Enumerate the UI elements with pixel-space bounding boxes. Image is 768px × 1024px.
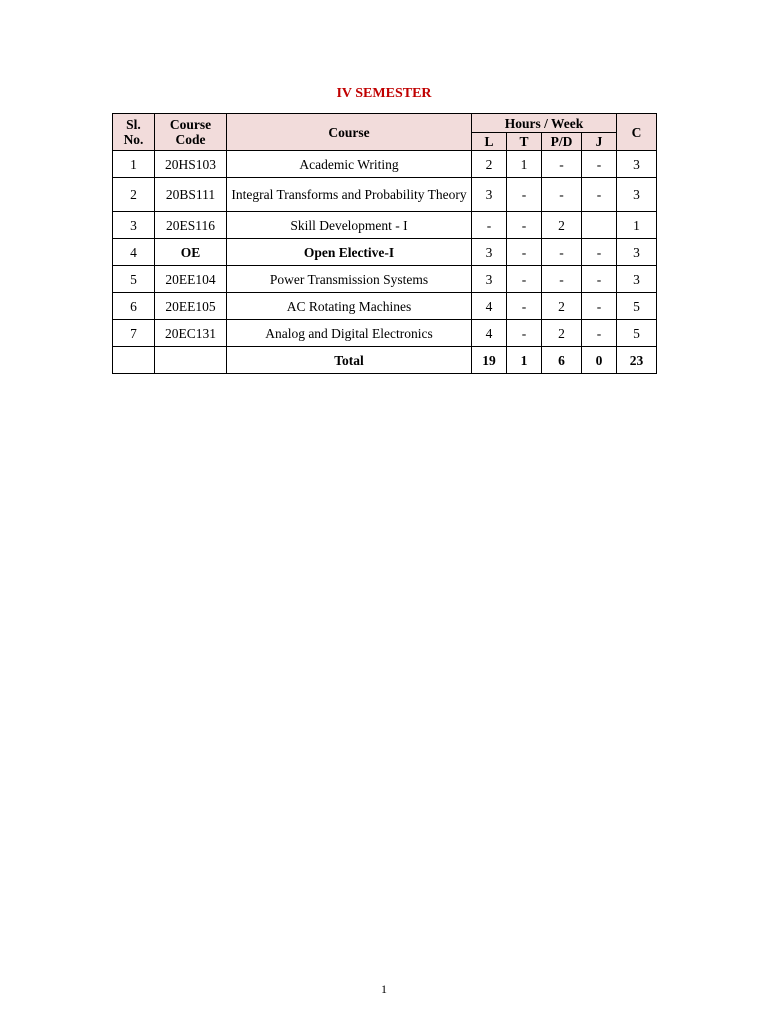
total-empty-cell <box>113 347 155 374</box>
cell-c: 3 <box>617 239 657 266</box>
cell-l: 3 <box>472 266 507 293</box>
header-sl: Sl. No. <box>113 114 155 151</box>
cell-course: Skill Development - I <box>227 212 472 239</box>
cell-code: 20HS103 <box>155 151 227 178</box>
cell-l: 3 <box>472 178 507 212</box>
cell-code: 20BS111 <box>155 178 227 212</box>
cell-code: 20EC131 <box>155 320 227 347</box>
table-row <box>113 178 657 212</box>
cell-l: 2 <box>472 151 507 178</box>
total-pd: 6 <box>542 347 582 374</box>
cell-pd: 2 <box>542 293 582 320</box>
cell-pd: 2 <box>542 320 582 347</box>
cell-c: 3 <box>617 266 657 293</box>
header-credits: C <box>617 114 657 151</box>
semester-title: IV SEMESTER <box>336 86 432 101</box>
cell-t: - <box>507 212 542 239</box>
cell-t: - <box>507 266 542 293</box>
cell-c: 3 <box>617 151 657 178</box>
total-row <box>113 347 657 374</box>
cell-j: - <box>582 293 617 320</box>
cell-c: 3 <box>617 178 657 212</box>
total-label: Total <box>227 347 472 374</box>
cell-j: - <box>582 151 617 178</box>
table-row <box>113 320 657 347</box>
table-row <box>113 293 657 320</box>
cell-code: OE <box>155 239 227 266</box>
header-course-code: Course Code <box>155 114 227 151</box>
cell-sl: 1 <box>113 151 155 178</box>
cell-l: 4 <box>472 293 507 320</box>
cell-t: - <box>507 239 542 266</box>
cell-pd: 2 <box>542 212 582 239</box>
cell-sl: 4 <box>113 239 155 266</box>
cell-sl: 5 <box>113 266 155 293</box>
cell-course: AC Rotating Machines <box>227 293 472 320</box>
course-table <box>112 113 657 374</box>
header-j: J <box>582 133 617 151</box>
cell-course: Academic Writing <box>227 151 472 178</box>
header-hours-week: Hours / Week <box>472 114 617 133</box>
table-row <box>113 212 657 239</box>
table-row <box>113 151 657 178</box>
cell-pd: - <box>542 239 582 266</box>
cell-j: - <box>582 178 617 212</box>
header-t: T <box>507 133 542 151</box>
cell-sl: 2 <box>113 178 155 212</box>
cell-t: - <box>507 178 542 212</box>
cell-j: - <box>582 239 617 266</box>
cell-pd: - <box>542 178 582 212</box>
cell-t: - <box>507 293 542 320</box>
cell-l: - <box>472 212 507 239</box>
total-l: 19 <box>472 347 507 374</box>
cell-c: 1 <box>617 212 657 239</box>
header-l: L <box>472 133 507 151</box>
cell-t: - <box>507 320 542 347</box>
total-empty-cell <box>155 347 227 374</box>
cell-code: 20EE104 <box>155 266 227 293</box>
cell-course: Power Transmission Systems <box>227 266 472 293</box>
total-c: 23 <box>617 347 657 374</box>
cell-c: 5 <box>617 320 657 347</box>
cell-course: Integral Transforms and Probability Theory <box>227 178 472 212</box>
total-t: 1 <box>507 347 542 374</box>
cell-c: 5 <box>617 293 657 320</box>
page-number: 1 <box>381 982 387 996</box>
cell-pd: - <box>542 151 582 178</box>
cell-j: - <box>582 320 617 347</box>
total-j: 0 <box>582 347 617 374</box>
cell-sl: 6 <box>113 293 155 320</box>
cell-code: 20ES116 <box>155 212 227 239</box>
cell-pd: - <box>542 266 582 293</box>
cell-l: 4 <box>472 320 507 347</box>
cell-course: Open Elective-I <box>227 239 472 266</box>
cell-sl: 7 <box>113 320 155 347</box>
header-course: Course <box>227 114 472 151</box>
cell-l: 3 <box>472 239 507 266</box>
cell-course: Analog and Digital Electronics <box>227 320 472 347</box>
table-row <box>113 266 657 293</box>
cell-j <box>582 212 617 239</box>
table-row <box>113 239 657 266</box>
header-pd: P/D <box>542 133 582 151</box>
cell-t: 1 <box>507 151 542 178</box>
cell-code: 20EE105 <box>155 293 227 320</box>
cell-j: - <box>582 266 617 293</box>
cell-sl: 3 <box>113 212 155 239</box>
